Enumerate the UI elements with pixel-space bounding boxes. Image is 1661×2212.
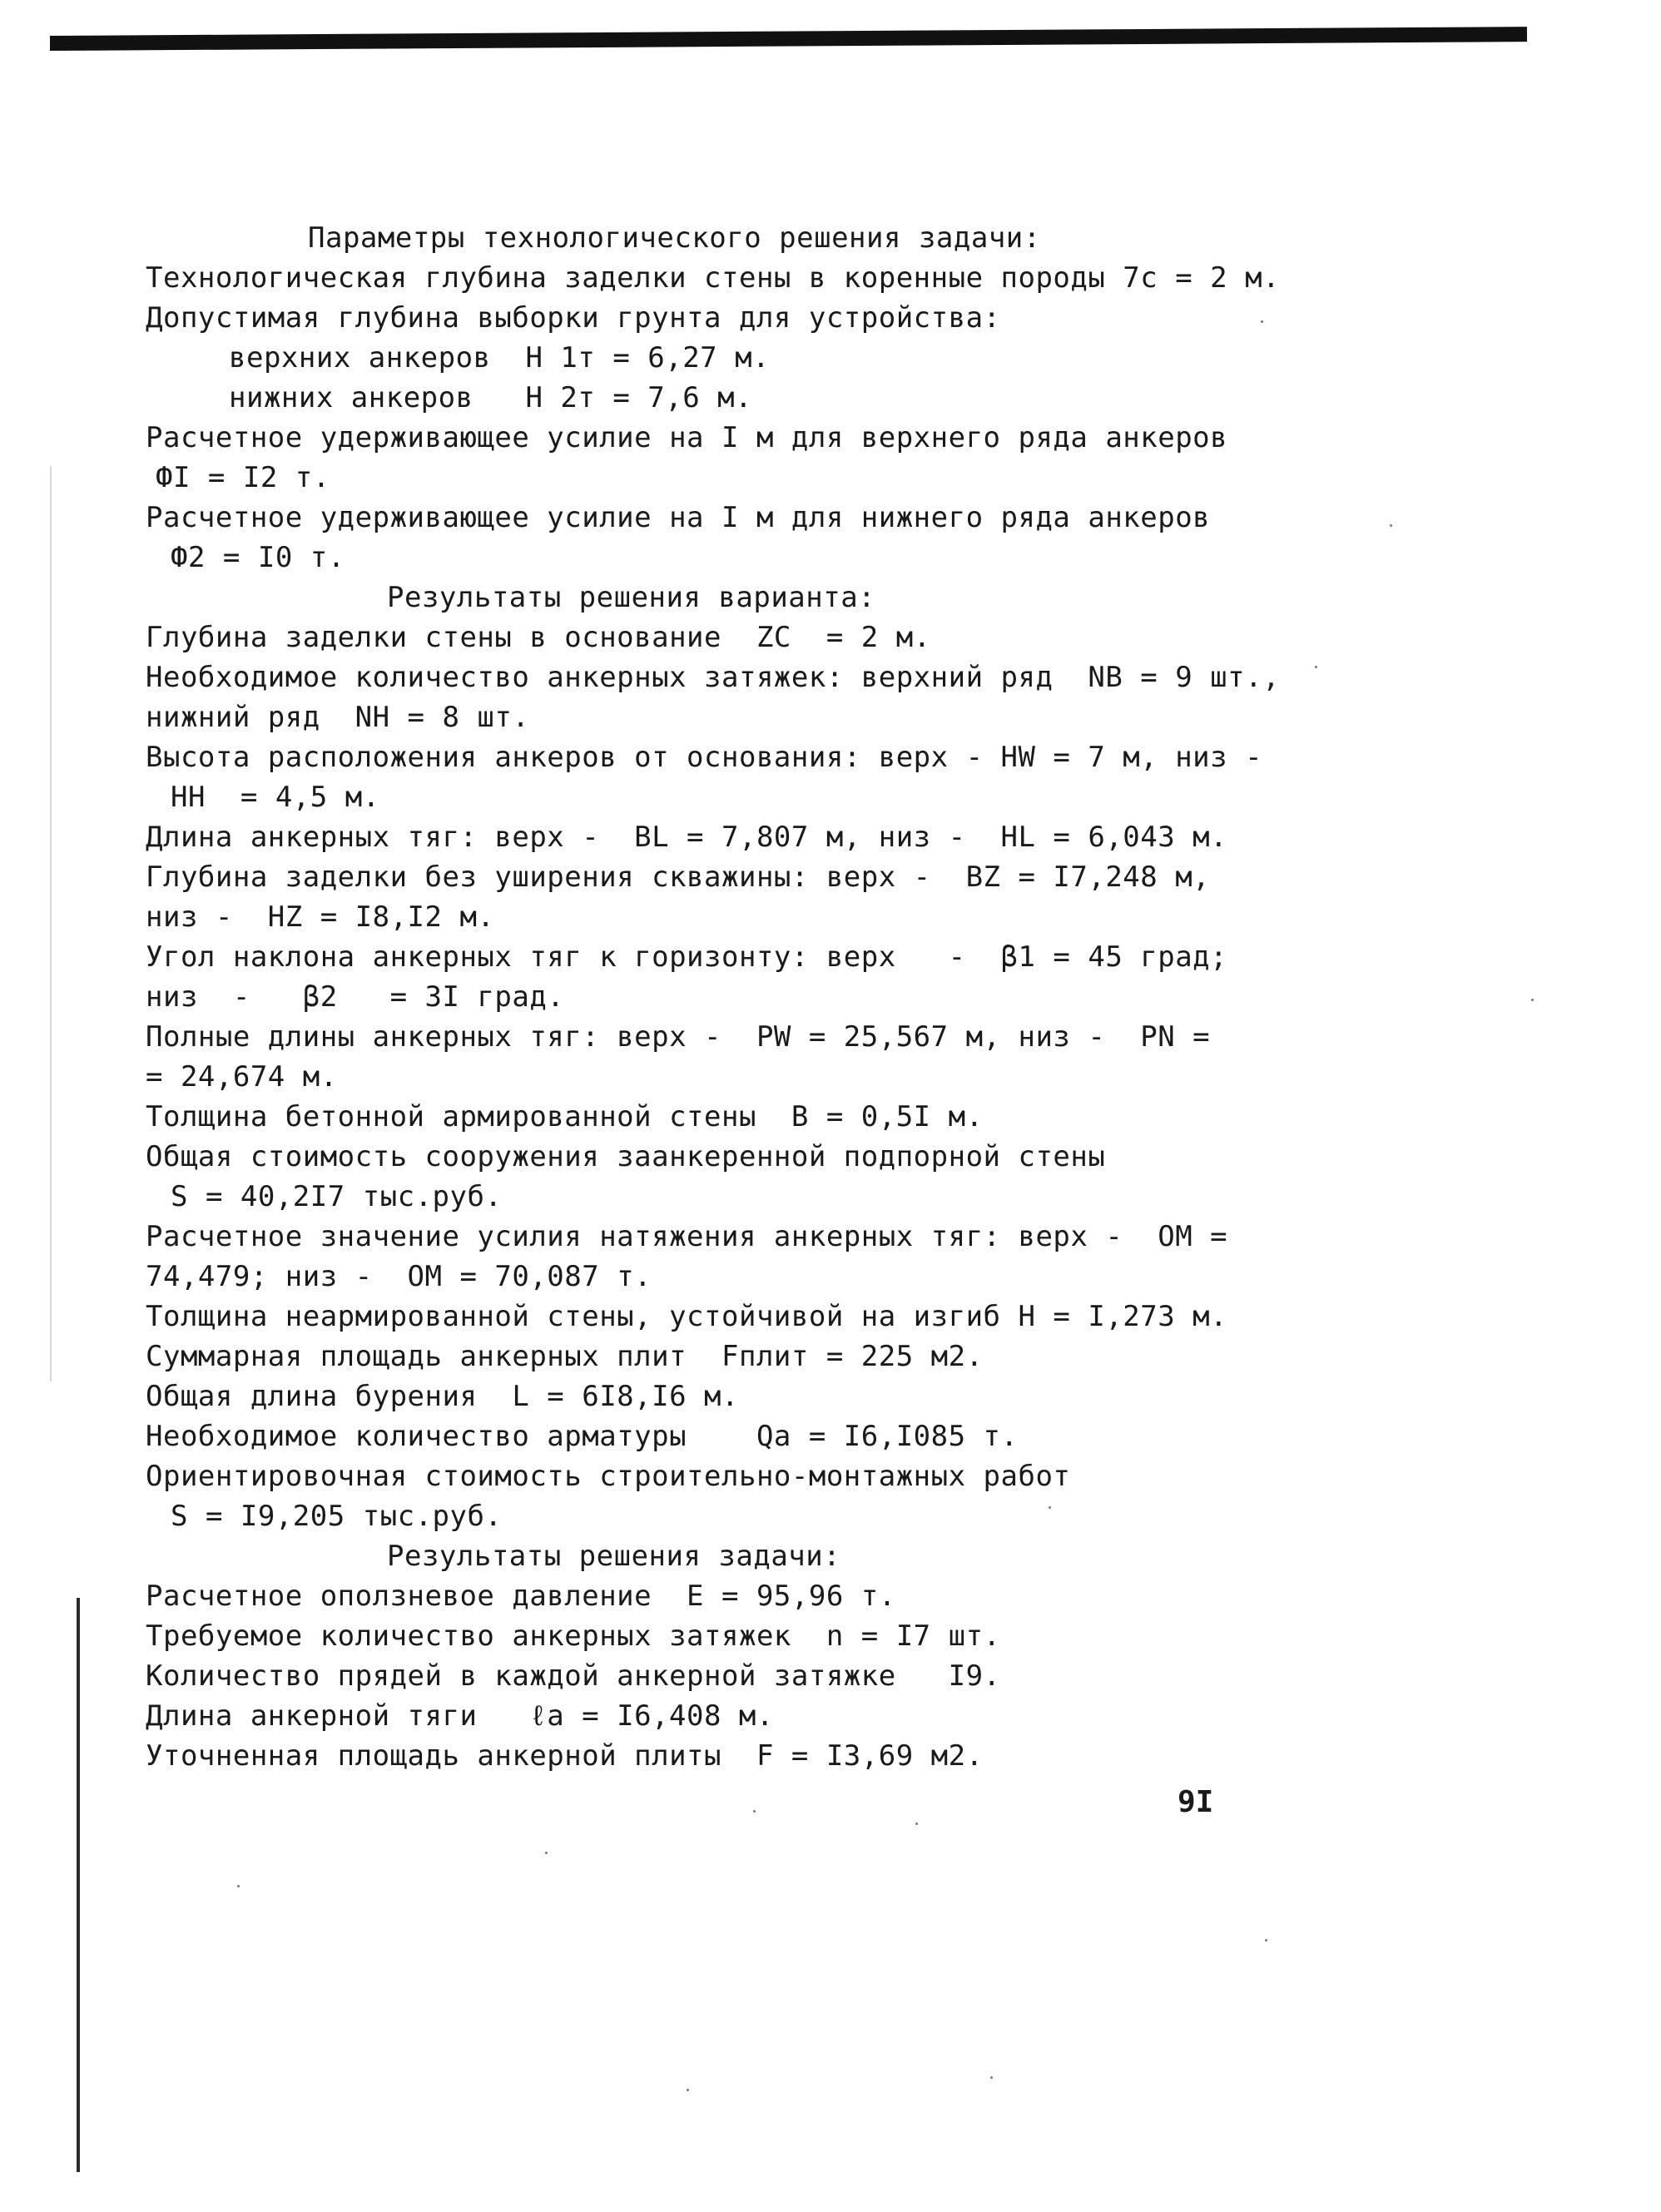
scan-speck xyxy=(1261,320,1263,323)
text-line: Суммарная площадь анкерных плит Fплит = 225 м2. xyxy=(146,1340,984,1373)
text-line: Расчетное удерживающее усилие на I м для нижнего ряда анкеров xyxy=(146,501,1211,534)
text-line: S = I9,205 тыс.руб. xyxy=(171,1500,503,1533)
text-line: Длина анкерной тяги ℓa = I6,408 м. xyxy=(146,1699,774,1733)
scan-speck xyxy=(1049,1506,1051,1509)
text-line: Ориентировочная стоимость строительно-монтажных работ xyxy=(146,1460,1071,1493)
text-line: Количество прядей в каждой анкерной затяжке I9. xyxy=(146,1659,1001,1693)
text-line: ФI = I2 т. xyxy=(156,461,330,494)
text-line: = 24,674 м. xyxy=(146,1060,338,1094)
text-line: 74,479; низ - ОМ = 70,087 т. xyxy=(146,1260,652,1293)
text-line: Общая стоимость сооружения заанкеренной подпорной стены xyxy=(146,1140,1106,1173)
scan-speck xyxy=(1315,666,1317,668)
section-heading: Результаты решения варианта: xyxy=(387,581,876,614)
page-top-border xyxy=(50,27,1527,51)
text-line: низ - β2 = 3I град. xyxy=(146,980,565,1014)
scan-speck xyxy=(1531,999,1534,1001)
text-line: Полные длины анкерных тяг: верх - PW = 25,567 м, низ - PN = xyxy=(146,1020,1211,1054)
scan-speck xyxy=(237,1885,240,1887)
text-line: Длина анкерных тяг: верх - BL = 7,807 м, низ - HL = 6,043 м. xyxy=(146,821,1228,854)
document-body xyxy=(146,218,1444,1776)
scan-speck xyxy=(990,2076,993,2079)
text-line: Ф2 = I0 т. xyxy=(171,541,345,574)
text-line: Необходимое количество анкерных затяжек: верхний ряд NB = 9 шт., xyxy=(146,661,1281,694)
text-line: низ - HZ = I8,I2 м. xyxy=(146,900,495,934)
scan-edge-shadow xyxy=(50,466,52,1381)
section-heading: Параметры технологического решения задачи: xyxy=(308,221,1041,255)
text-line: Угол наклона анкерных тяг к горизонту: верх - β1 = 45 град; xyxy=(146,940,1228,974)
scan-speck xyxy=(915,1823,918,1825)
scan-speck xyxy=(753,1810,756,1813)
text-line: Общая длина бурения L = 6I8,I6 м. xyxy=(146,1380,739,1413)
section-heading: Результаты решения задачи: xyxy=(387,1540,841,1573)
text-line: Глубина заделки без уширения скважины: верх - BZ = I7,248 м, xyxy=(146,860,1211,894)
scan-speck xyxy=(1265,1939,1267,1942)
text-line: Необходимое количество арматуры Qa = I6,I085 т. xyxy=(146,1420,1019,1453)
text-line: Расчетное удерживающее усилие на I м для верхнего ряда анкеров xyxy=(146,421,1228,454)
text-line: нижних анкеров Н 2т = 7,6 м. xyxy=(229,381,753,414)
text-line: Расчетное оползневое давление E = 95,96 т. xyxy=(146,1580,896,1613)
text-line: Толщина неармированной стены, устойчивой на изгиб H = I,273 м. xyxy=(146,1300,1228,1333)
text-line: Допустимая глубина выборки грунта для устройства: xyxy=(146,301,1001,335)
text-line: Технологическая глубина заделки стены в коренные породы 7c = 2 м. xyxy=(146,261,1281,295)
text-line: HH = 4,5 м. xyxy=(171,781,380,814)
scan-speck xyxy=(687,2089,689,2091)
text-line: Высота расположения анкеров от основания: верх - HW = 7 м, низ - xyxy=(146,741,1263,774)
text-line: нижний ряд NH = 8 шт. xyxy=(146,701,530,734)
text-line: верхних анкеров Н 1т = 6,27 м. xyxy=(229,341,771,374)
scan-speck xyxy=(545,1852,548,1854)
text-line: Уточненная площадь анкерной плиты F = I3,69 м2. xyxy=(146,1739,984,1773)
page-number: 9I xyxy=(1178,1785,1214,1819)
text-line: Толщина бетонной армированной стены B = 0,5I м. xyxy=(146,1100,984,1133)
text-line: S = 40,2I7 тыс.руб. xyxy=(171,1180,503,1213)
text-line: Расчетное значение усилия натяжения анкерных тяг: верх - ОМ = xyxy=(146,1220,1228,1253)
scan-speck xyxy=(1390,524,1392,527)
text-line: Глубина заделки стены в основание ZC = 2 м. xyxy=(146,621,931,654)
text-line: Требуемое количество анкерных затяжек n = I7 шт. xyxy=(146,1619,1001,1653)
scan-edge-mark xyxy=(77,1598,80,2172)
